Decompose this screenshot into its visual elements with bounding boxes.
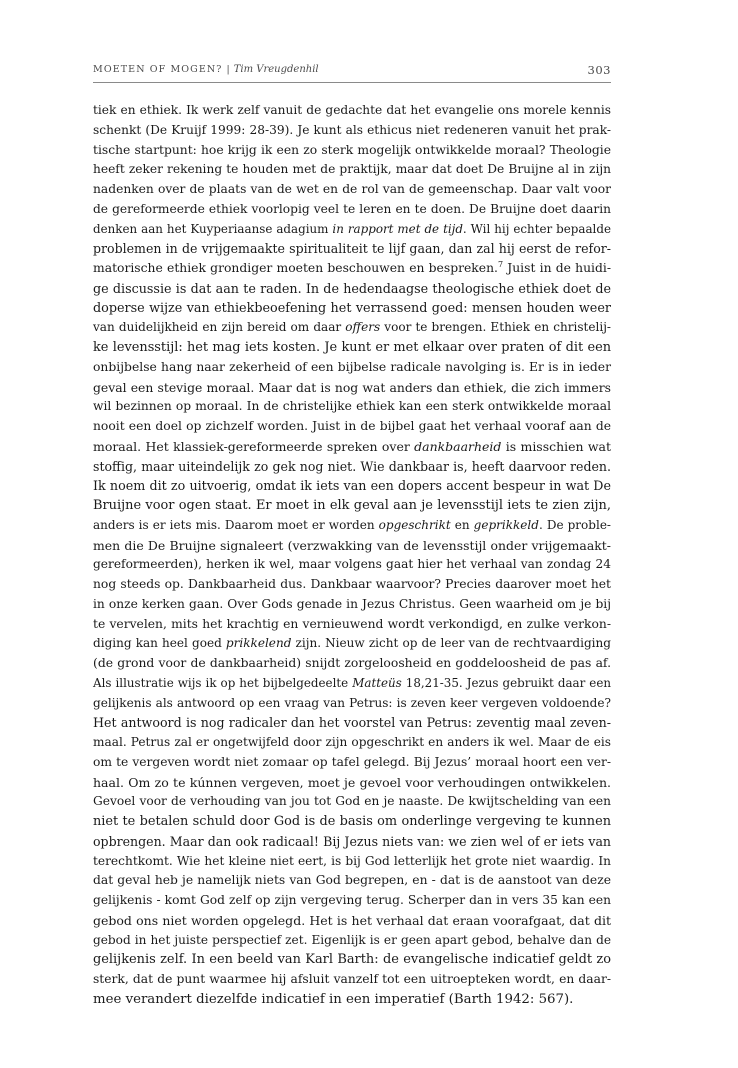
italic-term: dankbaarheid — [414, 438, 502, 454]
text-run: wil bezinnen op moraal. In de christelijke ethiek kan een sterk ontwikkelde moraal — [93, 399, 611, 414]
text-line — [93, 694, 611, 714]
text-line — [93, 950, 611, 970]
text-run: niet te betalen schuld door God is de basis om onderlinge vergeving te kunnen — [93, 814, 611, 829]
text-run: geval een stevige moraal. Maar dat is nog wat anders dan ethiek, die zich immers — [93, 379, 611, 395]
text-line — [93, 891, 611, 911]
author-name: Tim Vreugdenhil — [233, 64, 319, 75]
text-line — [93, 990, 611, 1010]
text-line — [93, 575, 611, 595]
text-line — [93, 615, 611, 635]
text-run: Juist in de huidi- — [503, 261, 612, 275]
text-run: nadenken over de plaats van de wet en de rol van de gemeenschap. Daar valt voor — [93, 182, 611, 196]
italic-term: prikkelend — [225, 636, 292, 651]
footnote-ref: 7 — [497, 260, 504, 269]
text-line — [93, 674, 611, 694]
text-run: diging kan heel goed — [93, 636, 226, 651]
text-line — [93, 141, 611, 161]
text-line — [93, 516, 611, 536]
italic-term: in rapport met de tijd — [332, 221, 463, 236]
text-run: in onze kerken gaan. Over Gods genade in Jezus Christus. Geen waarheid om je bij — [93, 596, 611, 611]
text-run: stoffig, maar uiteindelijk zo gek nog niet. Wie dankbaar is, heeft daarvoor reden. — [93, 458, 611, 474]
text-line — [93, 496, 611, 516]
text-line — [93, 832, 611, 852]
text-line — [93, 338, 611, 358]
text-run: Ik noem dit zo uitvoerig, omdat ik iets van een dopers accent bespeur in wat De — [93, 478, 611, 494]
text-run: gelijkenis - komt God zelf op zijn vergeving terug. Scherper dan in vers 35 kan een — [93, 893, 611, 907]
text-line — [93, 476, 611, 496]
text-line — [93, 279, 611, 299]
italic-term: Matteüs — [352, 675, 402, 690]
text-run: ge discussie is dat aan te raden. In de hedendaagse theologische ethiek doet de — [93, 280, 611, 296]
text-line — [93, 733, 611, 753]
text-run: matorische ethiek grondiger moeten beschouwen en bespreken. — [93, 261, 498, 275]
text-run: haal. Om zo te kúnnen vergeven, moet je gevoel voor verhoudingen ontwikkelen. — [93, 774, 611, 790]
text-run: Als illustratie wijs ik op het bijbelgedeelte — [93, 675, 353, 690]
text-line — [93, 773, 611, 793]
text-run: anders is er iets mis. Daarom moet er worden — [93, 517, 379, 532]
text-run: Bruijne voor ogen staat. Er moet in elk geval aan je levensstijl iets te zien zijn, — [93, 498, 611, 513]
text-run: is misschien wat — [501, 438, 612, 454]
text-run: Gevoel voor de verhouding van jou tot God en je naaste. De kwijtschelding van een — [93, 794, 611, 809]
text-line — [93, 911, 611, 931]
text-line — [93, 239, 611, 259]
text-line — [93, 358, 611, 378]
text-run: voor te brengen. Ethiek en christelij- — [380, 320, 612, 335]
italic-term: opgeschrikt — [378, 517, 451, 532]
text-line — [93, 101, 611, 121]
text-run: gebod ons niet worden opgelegd. Het is het verhaal dat eraan voorafgaat, dat dit — [93, 912, 611, 928]
running-head — [93, 63, 611, 79]
text-run: de gereformeerde ethiek voorlopig veel te leren en te doen. De Bruijne doet daarin — [93, 201, 611, 216]
text-line — [93, 852, 611, 872]
text-run: gereformeerden), herken ik wel, maar volgens gaat hier het verhaal van zondag 24 — [93, 557, 611, 572]
text-run: gebod in het juiste perspectief zet. Eigenlijk is er geen apart gebod, behalve dan de — [93, 932, 611, 947]
text-line — [93, 259, 611, 279]
text-run: nooit een doel op zichzelf worden. Juist in de bijbel gaat het verhaal vooraf aan de — [93, 419, 611, 433]
text-run: problemen in de vrijgemaakte spiritualiteit te lijf gaan, dan zal hij eerst de refor- — [93, 241, 611, 257]
running-head-left — [93, 64, 319, 75]
text-line — [93, 654, 611, 674]
text-run: zijn. Nieuw zicht op de leer van de rechtvaardiging — [291, 636, 611, 651]
text-line — [93, 713, 611, 733]
text-run: Het antwoord is nog radicaler dan het voorstel van Petrus: zeventig maal zeven- — [93, 715, 611, 731]
text-run: doperse wijze van ethiekbeoefening het verrassend goed: mensen houden weer — [93, 300, 611, 316]
text-line — [93, 536, 611, 556]
text-line — [93, 931, 611, 951]
text-line — [93, 121, 611, 141]
body-text — [93, 101, 611, 1010]
text-run: van duidelijkheid en zijn bereid om daar — [93, 320, 346, 335]
text-run: mee verandert diezelfde indicatief in een imperatief (Barth 1942: 567). — [93, 991, 574, 1007]
text-run: . De proble- — [538, 517, 611, 532]
text-line — [93, 160, 611, 180]
italic-term: offers — [345, 320, 381, 335]
text-run: sterk, dat de punt waarmee hij afsluit vanzelf tot een uitroepteken wordt, en daar- — [93, 972, 611, 986]
text-run: gelijkenis als antwoord op een vraag van Petrus: is zeven keer vergeven voldoende? — [93, 695, 611, 710]
text-run: . Wil hij echter bepaalde — [462, 221, 611, 236]
text-run: terechtkomt. Wie het kleine niet eert, is bij God letterlijk het grote niet waardig. In — [93, 853, 611, 868]
text-line — [93, 555, 611, 575]
text-run: onbijbelse hang naar zekerheid of een bijbelse radicale navolging is. Er is in ieder — [93, 359, 611, 374]
text-run: ke levensstijl: het mag iets kosten. Je kunt er met elkaar over praten of dit een — [93, 340, 611, 355]
text-line — [93, 220, 611, 240]
text-line — [93, 200, 611, 220]
text-run: en — [450, 517, 474, 532]
text-run: heeft zeker rekening te houden met de praktijk, maar dat doet De Bruijne al in zijn — [93, 162, 611, 177]
text-line — [93, 871, 611, 891]
text-line — [93, 595, 611, 615]
text-run: nog steeds op. Dankbaarheid dus. Dankbaar waarvoor? Precies daarover moet het — [93, 577, 611, 591]
text-line — [93, 180, 611, 200]
text-run: om te vergeven wordt niet zomaar op tafel gelegd. Bij Jezus’ moraal hoort een ver- — [93, 754, 611, 769]
text-line — [93, 397, 611, 417]
page-number: 303 — [587, 63, 611, 77]
text-line — [93, 753, 611, 773]
text-line — [93, 970, 611, 990]
text-run: opbrengen. Maar dan ook radicaal! Bij Jezus niets van: we zien wel of er iets van — [93, 833, 611, 849]
text-line — [93, 457, 611, 477]
text-line — [93, 378, 611, 398]
text-run: schenkt (De Kruijf 1999: 28-39). Je kunt als ethicus niet redeneren vanuit het prak- — [93, 122, 611, 137]
text-run: dat geval heb je namelijk niets van God begrepen, en - dat is de aanstoot van deze — [93, 873, 611, 888]
text-run: tiek en ethiek. Ik werk zelf vanuit de gedachte dat het evangelie ons morele kennis — [93, 103, 611, 117]
text-line — [93, 417, 611, 437]
header-separator: | — [226, 64, 230, 75]
text-run: maal. Petrus zal er ongetwijfeld door zijn opgeschrikt en anders ik wel. Maar de eis — [93, 735, 611, 749]
header-rule — [93, 82, 611, 83]
text-line — [93, 318, 611, 338]
chapter-title: MOETEN OF MOGEN? — [93, 64, 223, 75]
text-run: te vervelen, mits het krachtig en vernieuwend wordt verkondigd, en zulke verkon- — [93, 616, 611, 631]
text-line — [93, 437, 611, 457]
text-line — [93, 299, 611, 319]
text-run: men die De Bruijne signaleert (verzwakking van de levensstijl onder vrijgemaakt- — [93, 537, 611, 553]
text-line — [93, 792, 611, 812]
text-run: gelijkenis zelf. In een beeld van Karl Barth: de evangelische indicatief geldt zo — [93, 952, 611, 968]
text-run: 18,21-35. Jezus gebruikt daar een — [401, 675, 612, 690]
text-run: denken aan het Kuyperiaanse adagium — [93, 221, 333, 236]
text-run: moraal. Het klassiek-gereformeerde spreken over — [93, 438, 415, 454]
italic-term: geprikkeld — [473, 517, 539, 532]
text-line — [93, 812, 611, 832]
text-run: tische startpunt: hoe krijg ik een zo sterk mogelijk ontwikkelde moraal? Theologie — [93, 142, 611, 157]
text-line — [93, 634, 611, 654]
text-run: (de grond voor de dankbaarheid) snijdt zorgeloosheid en goddeloosheid de pas af. — [93, 656, 611, 670]
